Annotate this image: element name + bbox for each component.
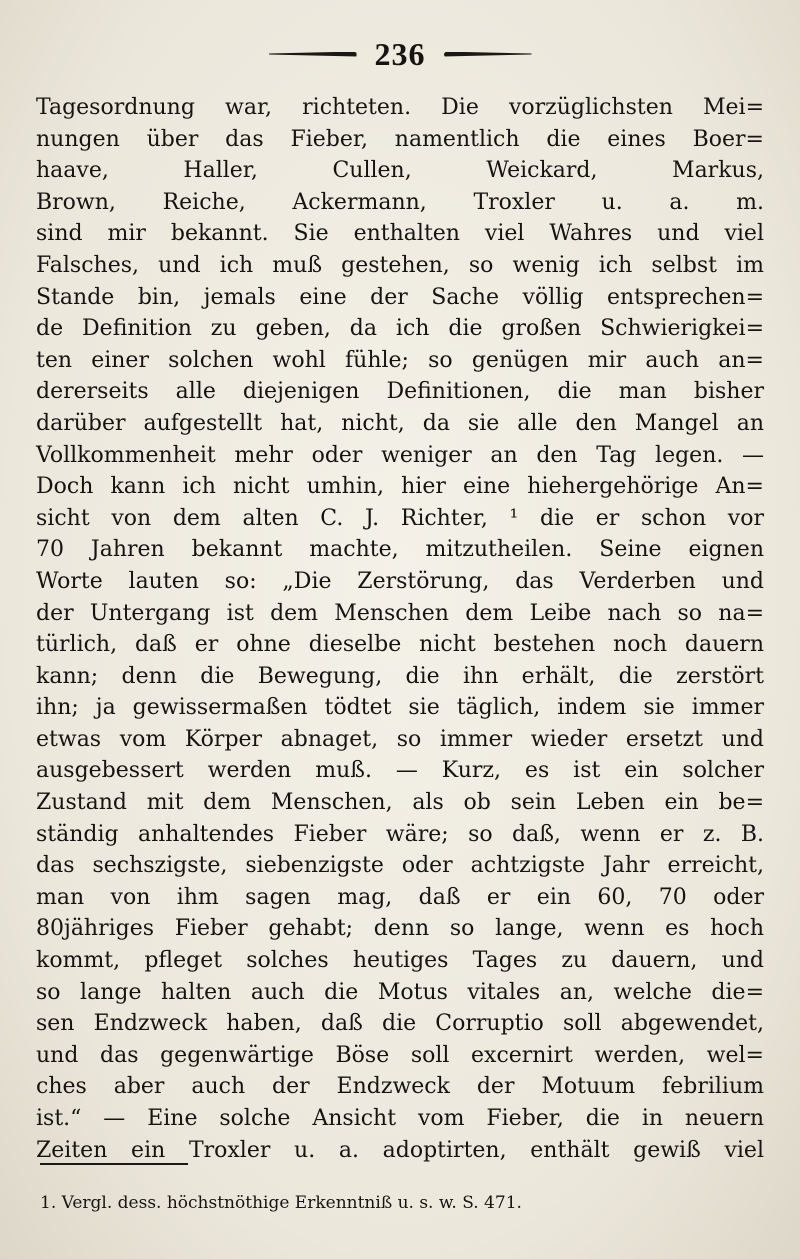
header-rule-right	[444, 52, 532, 57]
text-line: ständig anhaltendes Fieber wäre; so daß, wenn er z. B.	[36, 821, 764, 847]
text-line: ihn; ja gewissermaßen tödtet sie täglich, indem sie immer	[36, 695, 764, 721]
page-number: 236	[374, 35, 426, 72]
text-line: nungen über das Fieber, namentlich die eines Boer=	[36, 126, 764, 152]
text-line: etwas vom Körper abnaget, so immer wieder ersetzt und	[36, 726, 764, 752]
text-line: ist.“ — Eine solche Ansicht vom Fieber, die in neuern	[36, 1106, 764, 1131]
text-line: Zustand mit dem Menschen, als ob sein Leben ein be=	[36, 790, 764, 816]
body-text	[36, 92, 764, 1166]
text-line: ches aber auch der Endzweck der Motuum febrilium	[36, 1074, 764, 1100]
text-line: 70 Jahren bekannt machte, mitzutheilen. Seine eignen	[36, 537, 764, 563]
text-line: Falsches, und ich muß gestehen, so wenig ich selbst im	[36, 252, 764, 278]
text-line: das sechszigste, siebenzigste oder achtzigste Jahr erreicht,	[36, 853, 764, 879]
text-line: sind mir bekannt. Sie enthalten viel Wahres und viel	[36, 221, 764, 247]
text-line: de Definition zu geben, da ich die großen Schwierigkei=	[36, 316, 764, 342]
text-line: darüber aufgestellt hat, nicht, da sie alle den Mangel an	[36, 410, 764, 436]
text-line: so lange halten auch die Motus vitales an, welche die=	[36, 979, 764, 1005]
text-line: Zeiten ein Troxler u. a. adoptirten, enthält gewiß viel	[36, 1137, 764, 1163]
text-line: haave, Haller, Cullen, Weickard, Markus,	[36, 158, 764, 184]
text-line: ten einer solchen wohl fühle; so genügen mir auch an=	[36, 347, 764, 373]
text-line: Vollkommenheit mehr oder weniger an den Tag legen. —	[36, 442, 764, 468]
text-line: Tagesordnung war, richteten. Die vorzüglichsten Mei=	[36, 95, 764, 120]
text-line: kann; denn die Bewegung, die ihn erhält, die zerstört	[36, 663, 764, 689]
text-line: und das gegenwärtige Böse soll excernirt werden, wel=	[36, 1042, 764, 1068]
footnote-rule	[40, 1163, 188, 1165]
text-line: ausgebessert werden muß. — Kurz, es ist ein solcher	[36, 758, 764, 784]
text-line: der Untergang ist dem Menschen dem Leibe nach so na=	[36, 600, 764, 626]
text-line: Doch kann ich nicht umhin, hier eine hiehergehörige An=	[36, 474, 764, 500]
text-line: türlich, daß er ohne dieselbe nicht bestehen noch dauern	[36, 632, 764, 658]
page-header	[0, 34, 800, 74]
text-line: sicht von dem alten C. J. Richter, ¹ die er schon vor	[36, 505, 764, 531]
footnote: 1. Vergl. dess. höchstnöthige Erkenntniß u. s. w. S. 471.	[40, 1193, 522, 1213]
text-line: sen Endzweck haben, daß die Corruptio soll abgewendet,	[36, 1011, 764, 1037]
header-rule-left	[269, 52, 357, 57]
text-line: Stande bin, jemals eine der Sache völlig entsprechen=	[36, 284, 764, 310]
text-line: man von ihm sagen mag, daß er ein 60, 70 oder	[36, 884, 764, 910]
text-line: kommt, pfleget solches heutiges Tages zu dauern, und	[36, 948, 764, 974]
text-line: dererseits alle diejenigen Definitionen, die man bisher	[36, 379, 764, 405]
text-line: 80jähriges Fieber gehabt; denn so lange, wenn es hoch	[36, 916, 764, 942]
text-line: Worte lauten so: „Die Zerstörung, das Verderben und	[36, 568, 764, 594]
text-line: Brown, Reiche, Ackermann, Troxler u. a. m.	[36, 189, 764, 215]
